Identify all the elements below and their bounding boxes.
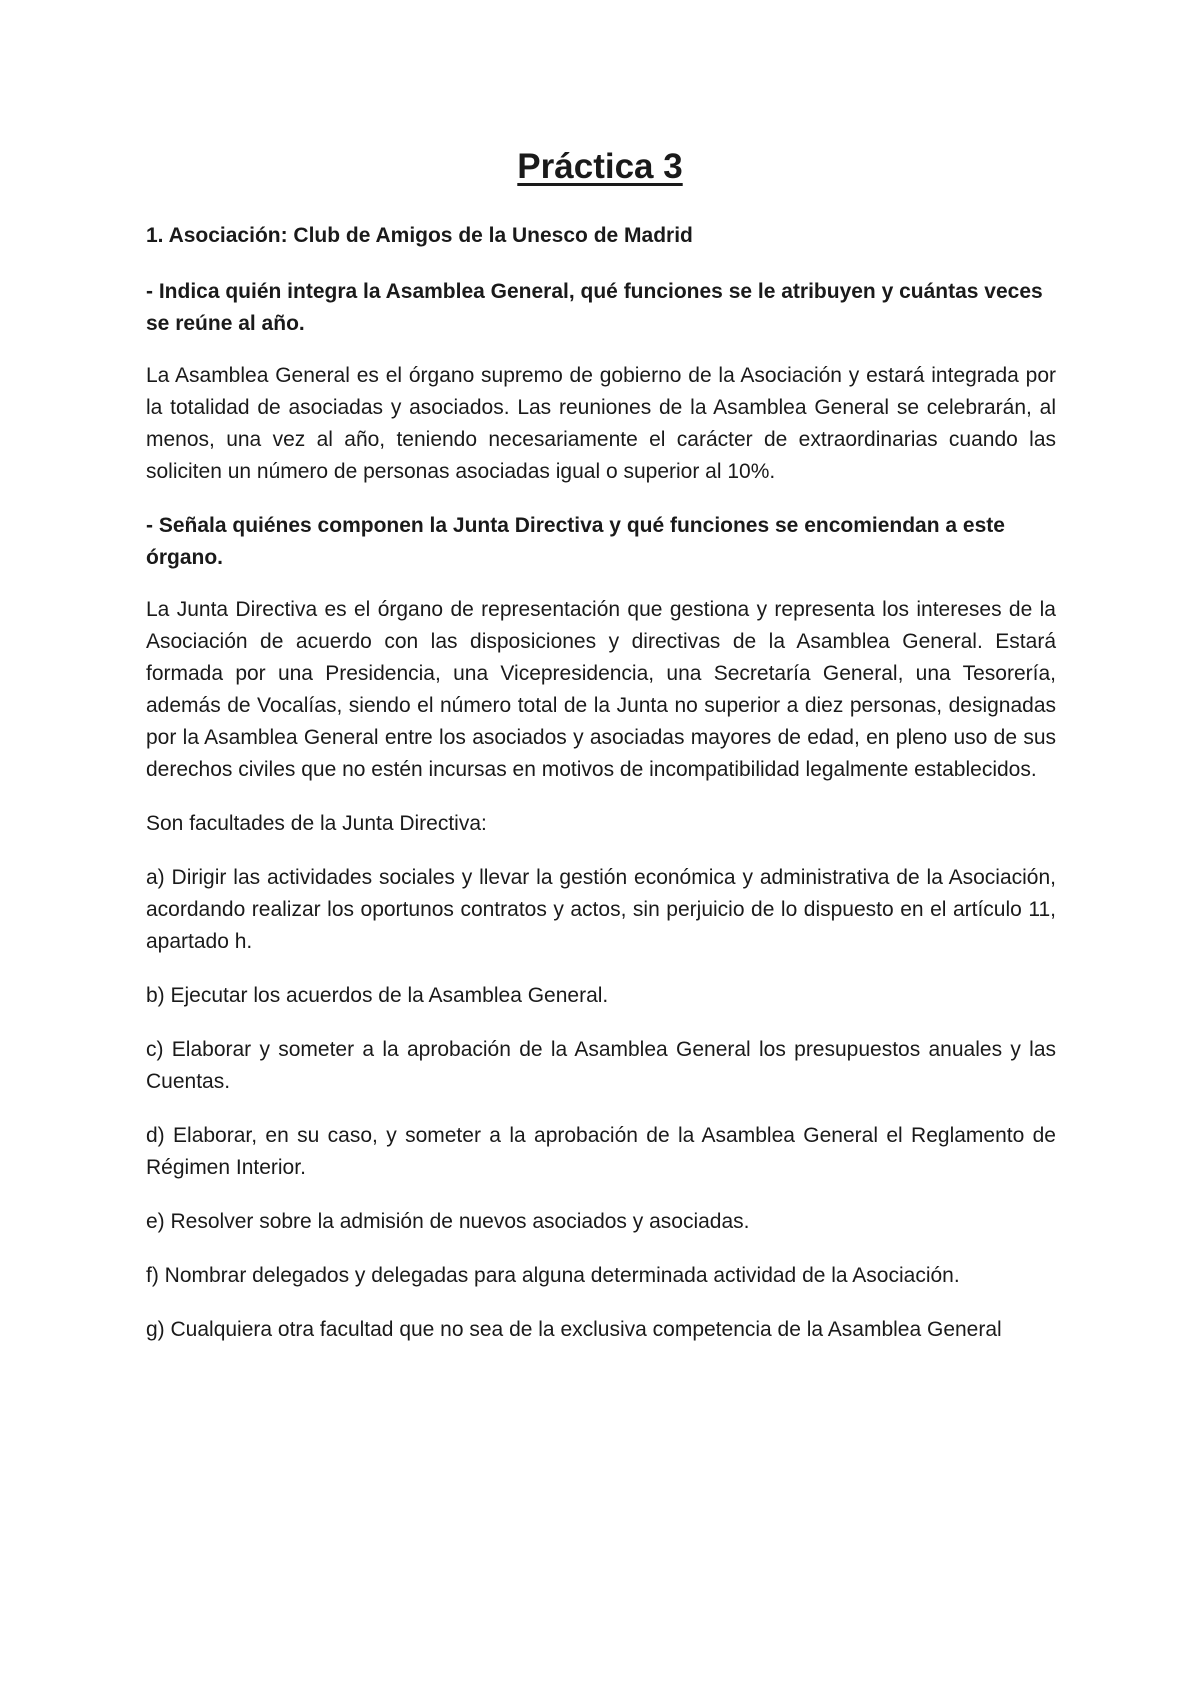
answer-asamblea: La Asamblea General es el órgano supremo de gobierno de la Asociación y estará integrada por la totalidad de asociadas y asociados. Las reuniones de la Asamblea General se celebrarán, al menos, una vez al año, teniendo necesariamente el carácter de extraordinarias cuando las soliciten un número de personas asociadas igual o superior al 10%. <box>146 364 1056 483</box>
facultad-item-c: c) Elaborar y someter a la aprobación de la Asamblea General los presupuestos anuales y las Cuentas. <box>146 1038 1056 1093</box>
section-heading: 1. Asociación: Club de Amigos de la Unesco de Madrid <box>146 224 693 247</box>
facultad-item-g: g) Cualquiera otra facultad que no sea de la exclusiva competencia de la Asamblea General <box>146 1318 1002 1341</box>
question-junta: - Señala quiénes componen la Junta Directiva y qué funciones se encomiendan a este órgano. <box>146 514 1005 569</box>
answer-junta: La Junta Directiva es el órgano de representación que gestiona y representa los intereses de la Asociación de acuerdo con las disposiciones y directivas de la Asamblea General. Estará formada por una Presidencia, una Vicepresidencia, una Secretaría General, una Tesorería, además de Vocalías, siendo el número total de la Junta no superior a diez personas, designadas por la Asamblea General entre los asociados y asociadas mayores de edad, en pleno uso de sus derechos civiles que no estén incursas en motivos de incompatibilidad legalmente establecidos. <box>146 598 1056 781</box>
facultad-item-a: a) Dirigir las actividades sociales y llevar la gestión económica y administrativa de la Asociación, acordando realizar los oportunos contratos y actos, sin perjuicio de lo dispuesto en el artículo 11, apartado h. <box>146 866 1056 953</box>
page-title: Práctica 3 <box>517 147 683 186</box>
facultad-item-b: b) Ejecutar los acuerdos de la Asamblea General. <box>146 984 609 1007</box>
document-body <box>146 220 1056 1368</box>
facultad-item-d: d) Elaborar, en su caso, y someter a la aprobación de la Asamblea General el Reglamento de Régimen Interior. <box>146 1124 1056 1179</box>
question-asamblea: - Indica quién integra la Asamblea General, qué funciones se le atribuyen y cuántas veces se reúne al año. <box>146 280 1043 335</box>
facultades-intro: Son facultades de la Junta Directiva: <box>146 812 487 835</box>
facultad-item-e: e) Resolver sobre la admisión de nuevos asociados y asociadas. <box>146 1210 750 1233</box>
facultad-item-f: f) Nombrar delegados y delegadas para alguna determinada actividad de la Asociación. <box>146 1264 960 1287</box>
